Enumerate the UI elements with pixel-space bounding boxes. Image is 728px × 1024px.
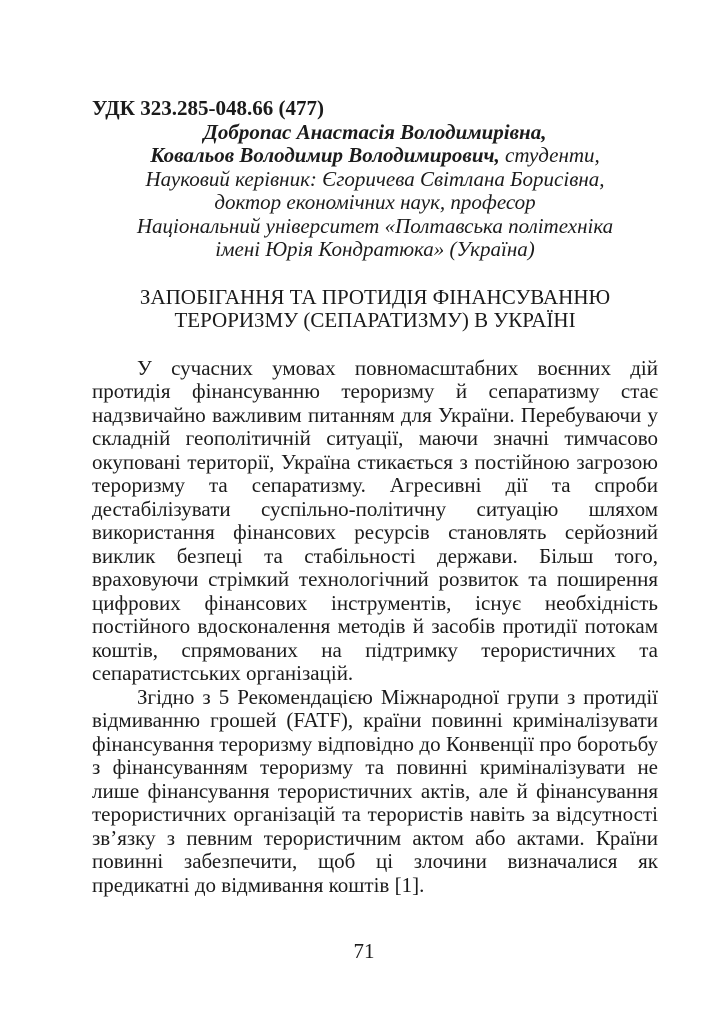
author-block (92, 121, 658, 262)
supervisor-line: Науковий керівник: Єгоричева Світлана Борисівна, (145, 166, 605, 191)
author-name-2: Ковальов Володимир Володимирович, (150, 143, 500, 167)
page-number: 71 (353, 939, 375, 963)
article-title: ЗАПОБІГАННЯ ТА ПРОТИДІЯ ФІНАНСУВАННЮ ТЕРОРИЗМУ (СЕПАРАТИЗМУ) В УКРАЇНІ (139, 284, 611, 332)
affiliation-line-2: імені Юрія Кондратюка» (Україна) (215, 237, 535, 261)
paragraph-1: У сучасних умовах повномасштабних воєнних дій протидія фінансуванню тероризму й сепаратизму стає надзвичайно важливим питанням для України. Перебуваючи у складній геополітичній ситуації, маючи значні тимчасово окуповані території, Україна стикається з постійною загрозою тероризму та сепаратизму. Агресивні дії та спроби дестабілізувати суспільно-політичну ситуацію шляхом використання фінансових ресурсів становлять серйозний виклик безпеці та стабільності держави. Більш того, враховуючи стрімкий технологічний розвиток та поширення цифрових фінансових інструментів, існує необхідність постійного вдосконалення методів й засобів протидії потокам коштів, спрямованих на підтримку терористичних та сепаратистських організацій. (92, 355, 658, 685)
udc-code: УДК 323.285-048.66 (477) (92, 96, 324, 120)
author-role: студенти, (499, 143, 600, 167)
affiliation-line-1: Національний університет «Полтавська політехніка (136, 213, 614, 238)
author-name-1: Добропас Анастасія Володимирівна, (203, 119, 547, 144)
paragraph-2: Згідно з 5 Рекомендацією Міжнародної групи з протидії відмиванню грошей (FATF), країни повинні криміналізувати фінансування тероризму відповідно до Конвенції про боротьбу з фінансуванням тероризму та повинні криміналізувати не лише фінансування терористичних актів, але й фінансування терористичних організацій та терористів навіть за відсутності зв’язку з певним терористичним актом або актами. Країни повинні забезпечити, щоб ці злочини визначалися як предикатні до відмивання коштів [1]. (92, 684, 658, 897)
page-content (92, 97, 658, 897)
author-name-2-line (92, 144, 658, 168)
supervisor-degree: доктор економічних наук, професор (214, 190, 536, 214)
